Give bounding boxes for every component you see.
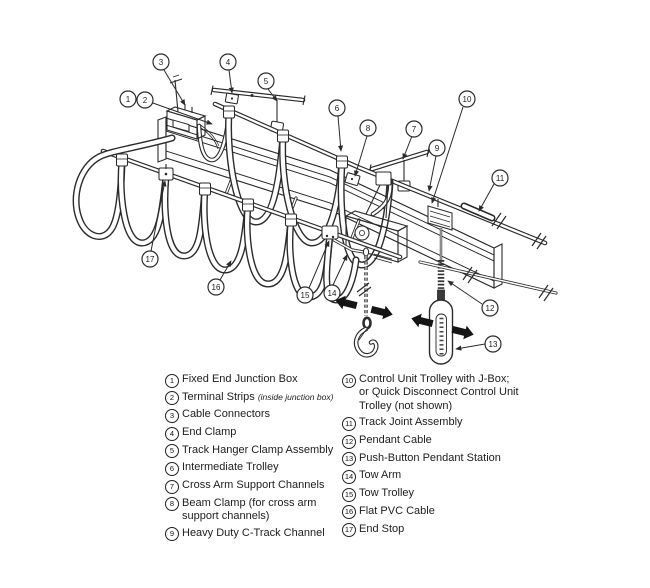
beam-clamp bbox=[345, 173, 360, 186]
legend-text-1: Fixed End Junction Box bbox=[182, 373, 298, 385]
travel-arrows bbox=[334, 294, 476, 342]
legend-num-10: 10 bbox=[342, 374, 356, 388]
callout-4 bbox=[220, 54, 236, 70]
arrow-right-hook bbox=[370, 303, 395, 322]
callout-11 bbox=[492, 170, 508, 186]
legend-text-10: Control Unit Trolley with J-Box; bbox=[359, 373, 510, 385]
svg-text:12: 12 bbox=[485, 304, 495, 313]
callout-17 bbox=[142, 251, 158, 267]
legend-item-17 bbox=[342, 523, 532, 538]
legend-text-13: Push-Button Pendant Station bbox=[359, 451, 501, 464]
callout-8 bbox=[360, 120, 376, 136]
cable-riser bbox=[170, 75, 182, 112]
legend-item-6 bbox=[165, 461, 355, 476]
legend-item-9 bbox=[165, 527, 355, 542]
legend-num-2: 2 bbox=[165, 391, 179, 405]
legend-num-6: 6 bbox=[165, 462, 179, 476]
callout-7 bbox=[406, 121, 422, 137]
svg-text:8: 8 bbox=[365, 124, 371, 133]
svg-text:1: 1 bbox=[125, 95, 131, 104]
legend-item-14 bbox=[342, 469, 532, 484]
callout-12 bbox=[482, 300, 498, 316]
legend-text-11: Track Joint Assembly bbox=[359, 416, 463, 429]
arrow-right-pendant bbox=[451, 323, 476, 342]
legend-item-1 bbox=[165, 373, 355, 388]
svg-text:17: 17 bbox=[145, 255, 155, 264]
callout-1 bbox=[120, 91, 136, 107]
legend-text-10b: or Quick Disconnect Control Unit bbox=[359, 386, 519, 399]
legend-num-1: 1 bbox=[165, 374, 179, 388]
legend-text-3: Cable Connectors bbox=[182, 408, 271, 421]
legend-text-8: Beam Clamp (for cross arm bbox=[182, 496, 317, 509]
legend-text-7: Cross Arm Support Channels bbox=[182, 479, 325, 492]
svg-text:13: 13 bbox=[488, 340, 498, 349]
legend-text-8b: support channels) bbox=[182, 510, 270, 523]
callout-9 bbox=[429, 140, 445, 156]
svg-text:15: 15 bbox=[300, 291, 310, 300]
legend-note-2: (inside junction box) bbox=[257, 391, 334, 402]
end-clamp bbox=[225, 93, 238, 104]
callout-5 bbox=[258, 73, 274, 89]
legend-num-14: 14 bbox=[342, 470, 356, 484]
legend-item-12 bbox=[342, 434, 532, 449]
legend-num-4: 4 bbox=[165, 427, 179, 441]
legend-num-7: 7 bbox=[165, 480, 179, 494]
svg-text:10: 10 bbox=[462, 95, 472, 104]
legend-num-11: 11 bbox=[342, 417, 356, 431]
legend-num-16: 16 bbox=[342, 505, 356, 519]
legend-text-16: Flat PVC Cable bbox=[359, 504, 435, 517]
svg-text:4: 4 bbox=[225, 58, 231, 67]
legend-text-5: Track Hanger Clamp Assembly bbox=[182, 443, 334, 456]
legend-text-15: Tow Trolley bbox=[359, 487, 415, 500]
callout-10 bbox=[459, 91, 475, 107]
svg-text:9: 9 bbox=[434, 144, 440, 153]
svg-text:11: 11 bbox=[495, 174, 505, 183]
cross-arm-left bbox=[211, 86, 305, 106]
legend-item-13 bbox=[342, 452, 532, 467]
callout-3 bbox=[153, 54, 169, 70]
callout-16 bbox=[208, 279, 224, 295]
push-button-pendant-station bbox=[430, 290, 453, 364]
legend-num-3: 3 bbox=[165, 409, 179, 423]
legend-text-6: Intermediate Trolley bbox=[182, 461, 279, 474]
legend-num-9: 9 bbox=[165, 527, 179, 541]
legend-text-10c: Trolley (not shown) bbox=[359, 399, 453, 412]
svg-text:6: 6 bbox=[334, 104, 340, 113]
legend-item-8 bbox=[165, 497, 355, 524]
legend-num-17: 17 bbox=[342, 523, 356, 537]
legend-num-15: 15 bbox=[342, 488, 356, 502]
legend-text-9: Heavy Duty C-Track Channel bbox=[182, 526, 325, 539]
callout-2 bbox=[137, 92, 153, 108]
callout-13 bbox=[485, 336, 501, 352]
legend-item-16 bbox=[342, 505, 532, 520]
end-stop bbox=[159, 164, 173, 180]
legend-text-2: Terminal Strips bbox=[182, 390, 255, 403]
legend-column-left bbox=[165, 373, 355, 545]
tow-trolley bbox=[322, 226, 338, 239]
svg-text:16: 16 bbox=[211, 283, 221, 292]
legend-item-7 bbox=[165, 479, 355, 494]
legend-column-right bbox=[342, 373, 532, 540]
legend-item-10 bbox=[342, 373, 532, 413]
legend-text-4: End Clamp bbox=[182, 426, 237, 439]
legend-num-13: 13 bbox=[342, 452, 356, 466]
svg-text:7: 7 bbox=[411, 125, 417, 134]
legend-item-15 bbox=[342, 487, 532, 502]
svg-text:5: 5 bbox=[263, 77, 269, 86]
legend-item-5 bbox=[165, 444, 355, 459]
svg-text:14: 14 bbox=[327, 289, 337, 298]
legend-item-11 bbox=[342, 416, 532, 431]
legend-item-4 bbox=[165, 426, 355, 441]
legend-num-8: 8 bbox=[165, 497, 179, 511]
svg-text:2: 2 bbox=[142, 96, 148, 105]
legend-item-3 bbox=[165, 408, 355, 423]
callout-6 bbox=[329, 100, 345, 116]
legend-num-12: 12 bbox=[342, 435, 356, 449]
callout-15 bbox=[297, 287, 313, 303]
legend-text-12: Pendant Cable bbox=[359, 434, 432, 447]
legend-text-17: End Stop bbox=[359, 522, 405, 535]
callout-14 bbox=[324, 285, 340, 301]
legend-num-5: 5 bbox=[165, 444, 179, 458]
legend-item-2 bbox=[165, 391, 355, 406]
svg-text:3: 3 bbox=[158, 58, 164, 67]
legend-text-14: Tow Arm bbox=[359, 469, 402, 482]
